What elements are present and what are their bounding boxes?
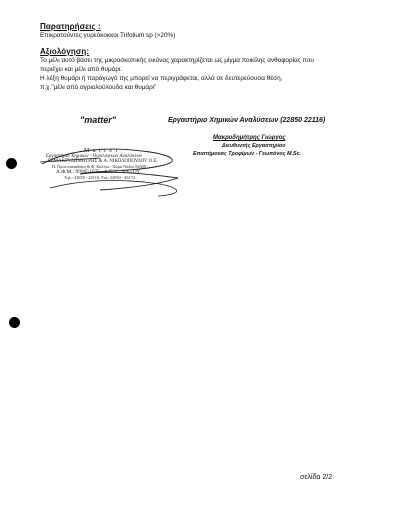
stamp-line-5: Α.Φ.Μ.: 999651675 - Δ.Ο.Υ.: ΝΑΞΟΥ bbox=[56, 169, 141, 175]
hole-punch-bottom bbox=[9, 317, 20, 328]
evaluation-heading: Αξιολόγηση: bbox=[40, 47, 90, 56]
stamp-line-4: Π. Πρωτοπαπαδάκη & Φ. Καλλία - Χώρα Νάξου 84300 bbox=[52, 164, 146, 169]
lab-label: Εργαστήριο Χημικών Αναλύσεων (22850 22116) bbox=[168, 117, 326, 124]
stamp-line-6: Τηλ.: 22850 - 22116, Fax: 22850 - 26174 bbox=[64, 175, 135, 180]
stamp-line-2: Εργαστήριο Χημικών - Οινολογικών Αναλύσεων bbox=[46, 154, 143, 159]
stamp-line-3: ΓΙ.ΜΑΚΡΥΔΗΜΗΤΡΗΣ & Α. ΝΙΚΟΛΟΠΟΥΛΟΥ Ο.Ε. bbox=[48, 159, 158, 164]
evaluation-line-1: Το μέλι αυτό βάσει της μικροσκοπικής εικόνας χαρακτηρίζεται ως μίγμα ποικίλης ανθοφορίας που bbox=[40, 57, 314, 64]
signatory-qualification: Επιστήμονας Τροφίμων - Γεωπόνος M.Sc. bbox=[193, 151, 302, 157]
page-number: σελίδα 2/2 bbox=[300, 474, 333, 481]
observations-heading: Παρατηρήσεις : bbox=[40, 22, 101, 31]
evaluation-line-4: π.χ."μέλι από αγριολούλουδα και θυμάρι" bbox=[40, 84, 157, 91]
hole-punch-top bbox=[6, 158, 17, 169]
observations-text: Επικρατούντες γυρεόκοκκοι Trifolium sp (>20%) bbox=[40, 32, 176, 39]
evaluation-line-2: περιέχει και μέλι από θυμάρι. bbox=[40, 66, 123, 73]
company-stamp bbox=[46, 148, 178, 180]
stamp-line-1: M a t t e r bbox=[84, 148, 119, 154]
evaluation-line-3: Η λέξη θυμάρι ή παράγωγό της μπορεί να περιγράφεται, αλλά σε δευτερεύουσα θέση, bbox=[40, 75, 283, 82]
signatory-title: Διευθυντής Εργαστηρίου bbox=[222, 143, 286, 149]
signatory-name: Μακρυδημήτρης Γιώργος bbox=[213, 135, 286, 141]
matter-label: "matter" bbox=[80, 115, 117, 125]
